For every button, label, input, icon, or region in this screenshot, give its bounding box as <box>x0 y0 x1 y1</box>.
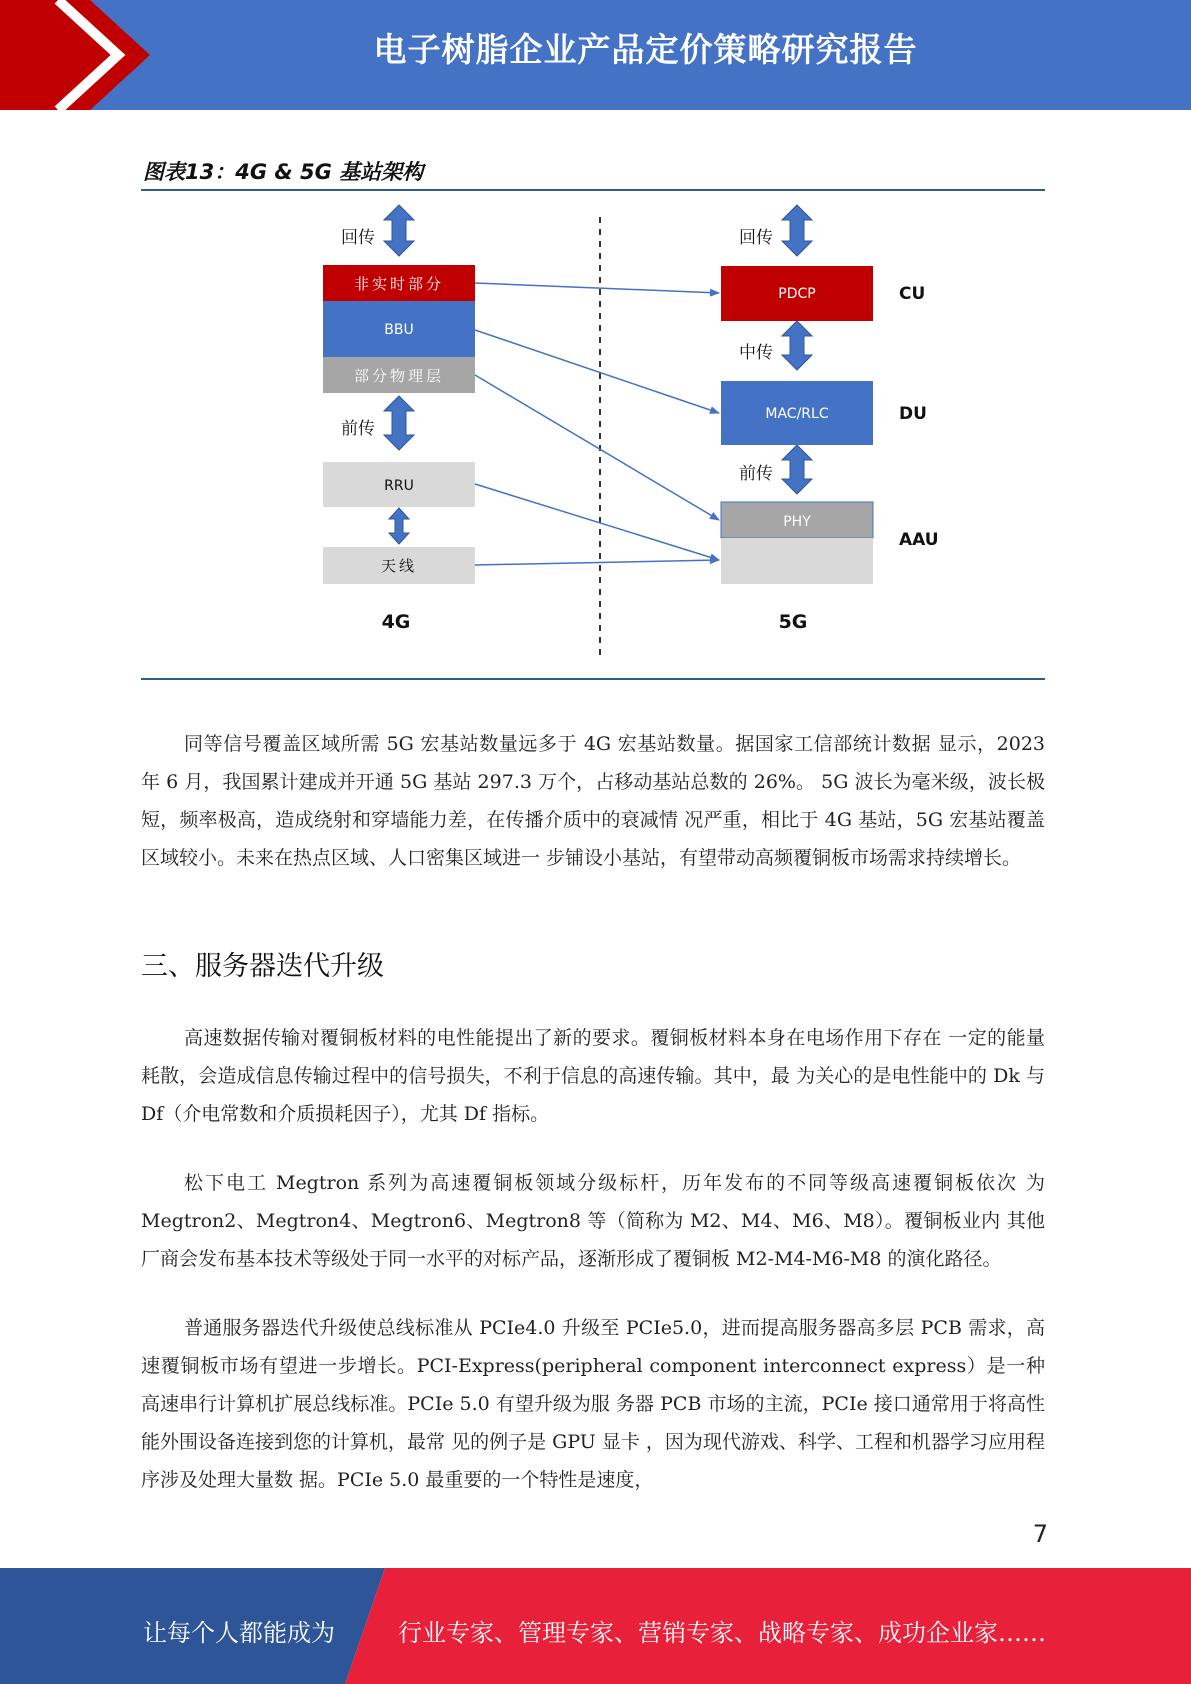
paragraph-pcie: 普通服务器迭代升级使总线标准从 PCIe4.0 升级至 PCIe5.0，进而提高服务器高多层 PCB 需求，高速覆铜板市场有望进一步增长。PCI-Express(peripheral component interconnect express）是一种高速串行计算机扩展总线标准。PCIe 5.0 有望升级为服 务器 PCB 市场的主流，PCIe 接口通常用于将高性能外围设备连接到您的计算机，最常 见的例子是 GPU 显卡 ，因为现代游戏、科学、工程和机器学习应用程序涉及处理大量数 据。PCIe 5.0 最重要的一个特性是速度， <box>141 1317 1045 1491</box>
caption-4g: 4G <box>381 611 411 633</box>
backhaul-5g-arrow <box>782 205 812 256</box>
page-footer <box>0 1568 1191 1684</box>
connector-antenna-to-aau <box>475 560 719 565</box>
rru-label: RRU <box>384 478 414 494</box>
connector-partialphy-to-phy <box>475 375 719 520</box>
fronthaul-4g-arrow <box>384 396 414 450</box>
backhaul-5g-label: 回传 <box>739 228 773 248</box>
footer-slogan-right: 行业专家、管理专家、营销专家、战略专家、成功企业家…… <box>398 1619 1046 1647</box>
paragraph-5g-coverage: 同等信号覆盖区域所需 5G 宏基站数量远多于 4G 宏基站数量。据国家工信部统计数据 显示，2023 年 6 月，我国累计建成并开通 5G 基站 297.3 万个，占移动基站总数的 26%。 5G 波长为毫米级，波长极短，频率极高，造成绕射和穿墙能力差，在传播介质中的衰减情 况严重，相比于 4G 基站，5G 宏基站覆盖区域较小。未来在热点区域、人口密集区域进一 步铺设小基站，有望带动高频覆铜板市场需求持续增长。 <box>141 733 1045 869</box>
midhaul-5g-label: 中传 <box>739 343 773 363</box>
midhaul-5g-arrow <box>782 321 812 370</box>
paragraph-megtron: 松下电工 Megtron 系列为高速覆铜板领域分级标杆，历年发布的不同等级高速覆铜板依次 为 Megtron2、Megtron4、Megtron6、Megtron8 等（简称为 M2、M4、M6、M8）。覆铜板业内 其他厂商会发布基本技术等级处于同一水平的对标产品，逐渐形成了覆铜板 M2-M4-M6-M8 的演化路径。 <box>141 1172 1045 1270</box>
aau-label: AAU <box>899 530 939 550</box>
fronthaul-5g-arrow <box>782 445 812 494</box>
fronthaul-4g-label: 前传 <box>341 419 375 439</box>
backhaul-4g-arrow <box>384 205 414 256</box>
du-label: DU <box>899 404 927 424</box>
page-number: 7 <box>1032 1520 1048 1548</box>
fronthaul-5g-label: 前传 <box>739 464 773 484</box>
connector-bbu-to-macrlc <box>475 330 719 413</box>
partial-phy-label: 部分物理层 <box>353 367 445 385</box>
pdcp-label: PDCP <box>778 286 816 302</box>
base-station-diagram <box>141 192 1045 678</box>
cu-label: CU <box>899 284 926 304</box>
header-arrow-decoration <box>0 0 160 110</box>
non-realtime-label: 非实时部分 <box>353 275 445 293</box>
section-heading: 三、服务器迭代升级 <box>141 951 384 982</box>
figure-top-rule <box>141 189 1045 191</box>
aau-box <box>721 538 873 584</box>
bbu-label: BBU <box>384 322 414 338</box>
figure-title: 图表13：4G & 5G 基站架构 <box>143 160 424 184</box>
caption-5g: 5G <box>778 611 808 633</box>
figure-bottom-rule <box>141 678 1045 680</box>
connector-rru-to-aau <box>475 484 719 560</box>
mac-rlc-label: MAC/RLC <box>765 406 829 422</box>
rru-antenna-arrow <box>389 508 409 544</box>
phy-label: PHY <box>783 514 811 530</box>
paragraph-electrical-performance: 高速数据传输对覆铜板材料的电性能提出了新的要求。覆铜板材料本身在电场作用下存在 一定的能量耗散，会造成信息传输过程中的信号损失，不利于信息的高速传输。其中，最 为关心的是电性能中的 Dk 与 Df（介电常数和介质损耗因子），尤其 Df 指标。 <box>141 1027 1045 1125</box>
antenna-label: 天线 <box>380 557 418 575</box>
backhaul-4g-label: 回传 <box>341 228 375 248</box>
connector-nonrealtime-to-pdcp <box>475 283 719 293</box>
report-title: 电子树脂企业产品定价策略研究报告 <box>373 30 918 69</box>
page-header <box>0 0 1191 110</box>
footer-slogan-left: 让每个人都能成为 <box>143 1619 335 1647</box>
